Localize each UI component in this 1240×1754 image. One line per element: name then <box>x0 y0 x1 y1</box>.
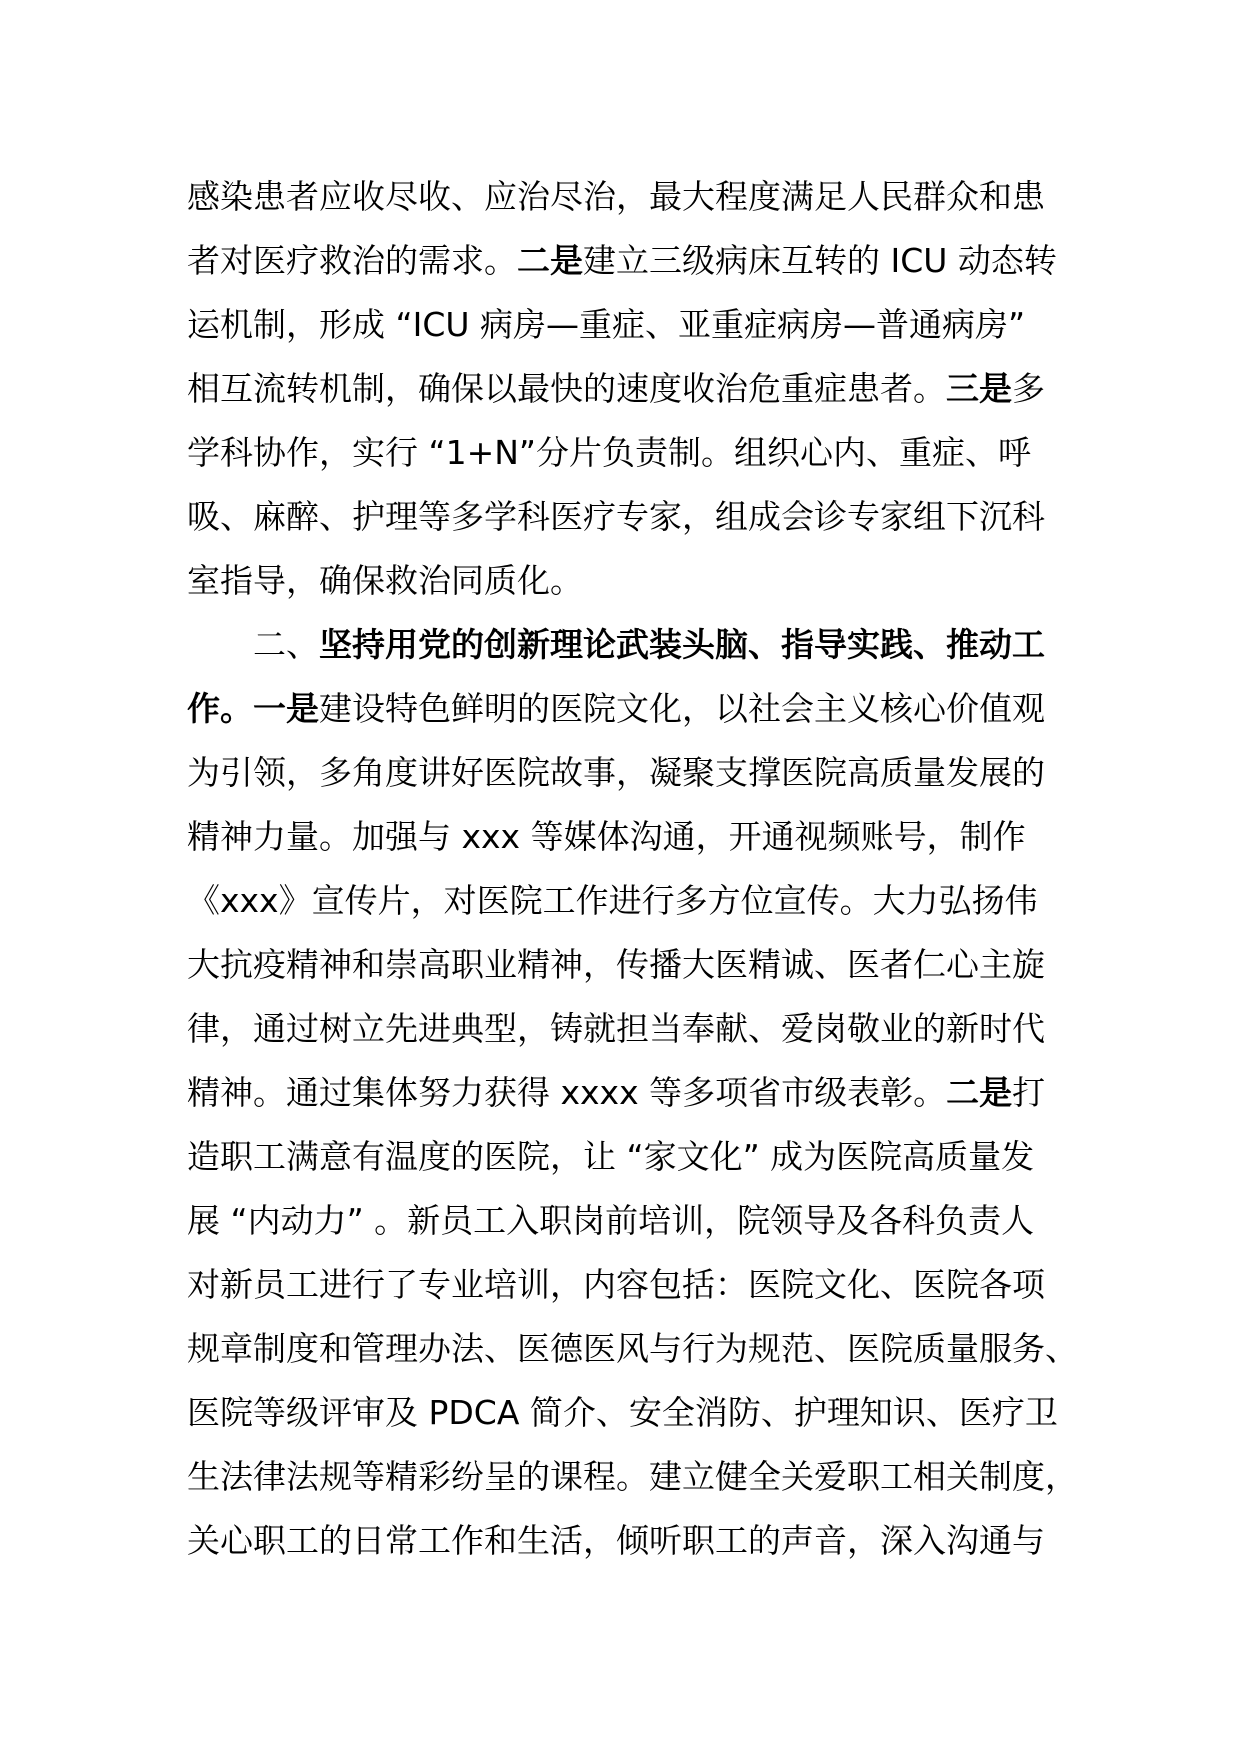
line-text: 为引领，多角度讲好医院故事，凝聚支撑医院高质量发展的 <box>187 753 1045 792</box>
bold-marker: 二是 <box>946 1073 1013 1112</box>
text-line-13 <box>187 933 1045 997</box>
line-text: 关心职工的日常工作和生活，倾听职工的声音，深入沟通与 <box>187 1521 1045 1560</box>
text-line-10 <box>187 741 1045 805</box>
line-text: 精神力量。加强与 xxx 等媒体沟通，开通视频账号，制作 <box>187 817 1026 856</box>
text-line-11 <box>187 805 1026 869</box>
text-line-12 <box>187 869 1038 933</box>
line-text: 运机制，形成 “ICU 病房—重症、亚重症病房—普通病房” <box>187 305 1026 344</box>
text-line-16 <box>187 1125 1034 1189</box>
text-line-19 <box>187 1317 1078 1381</box>
line-text: 展 “内动力” 。新员工入职岗前培训，院领导及各科负责人 <box>187 1201 1035 1240</box>
line-text: 大抗疫精神和崇高职业精神，传播大医精诚、医者仁心主旋 <box>187 945 1045 984</box>
line-text: 精神。通过集体努力获得 xxxx 等多项省市级表彰。 <box>187 1073 947 1112</box>
line-text: 规章制度和管理办法、医德医风与行为规范、医院质量服务、 <box>187 1329 1078 1368</box>
line-text: 律，通过树立先进典型，铸就担当奉献、爱岗敬业的新时代 <box>187 1009 1045 1048</box>
text-line-6 <box>187 485 1045 549</box>
line-text: 建设特色鲜明的医院文化，以社会主义核心价值观 <box>319 689 1045 728</box>
text-line-2 <box>187 229 1057 293</box>
line-text: 吸、麻醉、护理等多学科医疗专家，组成会诊专家组下沉科 <box>187 497 1045 536</box>
text-line-15 <box>187 1061 1045 1125</box>
line-text: 医院等级评审及 PDCA 简介、安全消防、护理知识、医疗卫 <box>187 1393 1058 1432</box>
line-text: 学科协作，实行 “1+N”分片负责制。组织心内、重症、呼 <box>187 433 1032 472</box>
line-text: 打 <box>1012 1073 1046 1112</box>
line-text: 建立三级病床互转的 ICU 动态转 <box>583 241 1057 280</box>
line-text: 感染患者应收尽收、应治尽治，最大程度满足人民群众和患 <box>187 177 1045 216</box>
text-line-18 <box>187 1253 1045 1317</box>
text-line-22 <box>187 1509 1045 1573</box>
bold-marker: 三是 <box>946 369 1012 408</box>
text-line-4 <box>187 357 1045 421</box>
text-line-20 <box>187 1381 1058 1445</box>
text-line-7 <box>187 549 583 613</box>
text-line-9 <box>187 677 1045 741</box>
text-line-5 <box>187 421 1031 485</box>
text-line-3 <box>187 293 1025 357</box>
line-text: 生法律法规等精彩纷呈的课程。建立健全关爱职工相关制度， <box>187 1457 1078 1496</box>
line-text: 室指导，确保救治同质化。 <box>187 561 583 600</box>
section-heading <box>253 613 1045 677</box>
line-text: 造职工满意有温度的医院，让 “家文化” 成为医院高质量发 <box>187 1137 1035 1176</box>
line-text: 多 <box>1012 369 1045 408</box>
section-number: 二、 <box>253 625 319 664</box>
text-line-14 <box>187 997 1045 1061</box>
text-line-17 <box>187 1189 1034 1253</box>
section-title: 坚持用党的创新理论武装头脑、指导实践、推动工 <box>319 625 1045 664</box>
line-text: 《xxx》宣传片，对医院工作进行多方位宣传。大力弘扬伟 <box>187 881 1038 920</box>
text-line-1 <box>187 165 1045 229</box>
text-line-21 <box>187 1445 1078 1509</box>
bold-marker: 作。一是 <box>187 689 319 728</box>
line-text: 相互流转机制，确保以最快的速度收治危重症患者。 <box>187 369 946 408</box>
line-text: 者对医疗救治的需求。 <box>187 241 517 280</box>
bold-marker: 二是 <box>517 241 583 280</box>
line-text: 对新员工进行了专业培训，内容包括：医院文化、医院各项 <box>187 1265 1045 1304</box>
